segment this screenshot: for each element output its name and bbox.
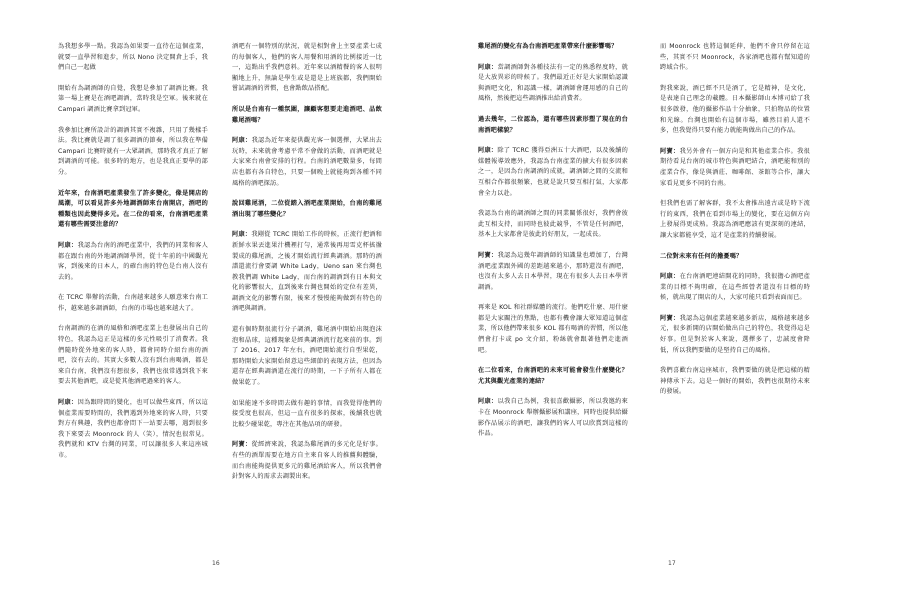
- answer-paragraph: [232, 440, 382, 482]
- answer-text: 以我自己為例，我很喜歡攝影，所以我邀約來卡在 Moonrock 舉辦攝影展和講座，同時也提供給攝影作品展示的酒吧，讓我們的客人可以欣賞到這樣的作品。: [478, 398, 628, 438]
- answer-paragraph: [660, 314, 810, 356]
- body-paragraph: 而 Moonrock 也將這個延伸，他們不會只停留在這些，其實不只 Moonrock，各家酒吧也都有幫知道的跨域合作。: [660, 43, 810, 72]
- speaker-label: 阿寶：: [478, 251, 498, 259]
- answer-paragraph: [232, 136, 382, 189]
- body-paragraph: 在 TCRC 舉辦的活動，台南越來越多人願意來台南工作，越來越多調酒師，台南的市場也越來越大了。: [58, 294, 208, 312]
- speaker-label: 阿康：: [232, 137, 252, 145]
- answer-text: 在台南酒吧連結開花的同時，我很擔心酒吧產業的目標不夠明確，在這些經營者還沒有目標的時候，就出現了開店的人，大家可能只看到表面而已。: [660, 273, 810, 302]
- answer-paragraph: [478, 397, 628, 439]
- speaker-label: 阿康：: [232, 231, 252, 239]
- body-paragraph: 台南調酒的在酒的風格和酒吧產業上也發展出自己的特色，我認為這正是這樣的多元性吸引了消費者。我們隨時從外地來的客人時，都會同時介紹台南的酒吧，沒有去的。其實大多數人沒有到台南喝酒，都是來自台南，我們沒有想很多，我們也很常遇到我下來要去其他酒吧，或是從其他酒吧過來的客人。: [58, 325, 208, 386]
- body-paragraph: 對我來說，酒已經不只是酒了，它是精神，是文化，是表達自己理念的載體。日本攝影師山本博司給了我很多啟發，他的攝影作品十分抽象，只拍物品的位置和光線。台灣也開始有這個市場，雖然目前人還不多，但我覺得只要有能力就能夠做出自己的作品。: [660, 84, 810, 135]
- answer-paragraph: [232, 230, 382, 315]
- question-heading: 所以是台南有一種氛圍，讓顧客想要走進酒吧、品飲雞尾酒嗎？: [232, 105, 382, 124]
- answer-paragraph: [660, 272, 810, 304]
- speaker-label: 阿康：: [478, 63, 498, 71]
- answer-paragraph: [478, 146, 628, 199]
- answer-text: 我認為近年來提供觀光客一個選擇，大眾出去玩時，未來就會考慮平常不會做的活動，而酒吧就是大家來台南會安排的行程。台南的酒吧數量多，每間店也都有各自特色，只要一個晚上就能夠到各種不同風格的酒吧探訪。: [232, 137, 382, 187]
- body-paragraph: 如果能達不多時間去做有趣的事情，而我覺得他們的接受度也很高，但這一直有很多的探索，後續我也就比較少碰果乾，專注在其他品項的研發。: [232, 399, 382, 428]
- body-paragraph: 再來是 KOL 和社群媒體的流行。他們吃什麼、用什麼都是大家關注的焦點，也都有機會讓大眾知道這個產業，所以他們帶來很多 KOL 都有喝酒的習慣，所以他們會打卡或 po 文介紹，粉絲就會跟著他們走進酒吧。: [478, 304, 628, 354]
- answer-text: 我認為這幾年調酒師的知識量也增加了，台灣酒吧產業跟外國的差距越來越小，那時還沒有酒吧，也沒有太多人去日本學習，現在有很多人去日本學習調酒。: [478, 251, 628, 291]
- body-paragraph: 但我們也需了解客群，我不太會推出遠古或是時下流行的東西，我們在看到市場上的變化，要在這個方向上發展得更成熟。我認為酒吧應該有更深刻的連結，讓大家都能享受，這才是產業的持續發展。: [660, 200, 810, 239]
- left-page-column-2: [232, 42, 382, 493]
- question-heading: 過去幾年，二位認為，還有哪些因素形塑了現在的台南酒吧樣貌？: [478, 115, 628, 134]
- answer-paragraph: [58, 398, 208, 462]
- body-paragraph: 為我想多學一點。我認為如果要一直待在這個產業，就要一直學習和進步，所以 Nono 決定開倉上手，我們自己一起做: [58, 43, 208, 72]
- speaker-label: 阿康：: [660, 273, 680, 281]
- speaker-label: 阿康：: [478, 147, 498, 155]
- speaker-label: 阿康：: [58, 399, 78, 407]
- body-paragraph: 酒吧有一個特別的狀況，就是相對會上主要產業七成的每個客人，他們的客人用餐和用酒的比例接近一比一，這點出乎我們意料。近年來以酒精餐的客人很明顯地上升，無論是學生或是還是上班族都，我們開始嘗試調酒的習慣，也會點飲品搭配。: [232, 43, 382, 93]
- answer-paragraph: [478, 63, 628, 105]
- speaker-label: 阿寶：: [660, 147, 680, 155]
- page-number-right: 17: [668, 560, 676, 567]
- left-page-column-1: [58, 42, 208, 472]
- body-paragraph: 還有個時期很流行分子調酒，雞尾酒中開始出現泡沫泡和晶球，這種現象是經典調酒流行起來前的事。到了 2016、2017 年左右，酒吧開始流行自型果乾，那時開始大家開始留意這些細節的表現方法，但因為還存在經典調酒還在流行的時期，一下子所有人都在做果乾了。: [232, 326, 382, 387]
- answer-paragraph: [478, 251, 628, 293]
- answer-text: 從經濟來說，我認為雞尾酒的多元化是好事。有些的酒單需要在地方自主來自客人的推薦與體驗，而台南能夠提供更多元的雞尾酒給客人，所以我們會針對客人的需求去調製出來。: [232, 441, 382, 481]
- body-paragraph: 我認為台南的調酒師之間的同業關係很好，我們會彼此互相支持，而同時也彼此競爭，不管是任何酒吧，基本上大家都會是彼此的好朋友，一起成長。: [478, 210, 628, 239]
- question-heading: 近年來，台南酒吧產業發生了許多變化，像是開店的風潮，可以看見許多外地調酒師來台南開店，酒吧的種類也因此變得多元。在二位的看來，台南酒吧產業還有哪些需要注意的？: [58, 189, 208, 229]
- speaker-label: 阿康：: [478, 398, 498, 406]
- body-paragraph: 我們喜歡台南這座城市，我們要做的就是把這樣的精神傳承下去。這是一個好的開始，我們也很期待未來的發展。: [660, 367, 810, 396]
- right-page: [450, 0, 900, 608]
- speaker-label: 阿康：: [58, 241, 78, 249]
- answer-text: 除了 TCRC 獲得亞洲五十大酒吧，以及後續的媒體報導效應外，我認為台南產業的擴大有很多因素之一，是因為台南調酒的成就，調酒師之間的交流和互相合作都很頻繁，也就是說只要互相打氣，大家都會全力以赴。: [478, 147, 628, 197]
- question-heading: 在二位看來，台南酒吧的未來可能會發生什麼變化？尤其與觀光產業的連結？: [478, 367, 628, 385]
- question-heading: 說回雞尾酒，二位從踏入酒吧產業開始，台南的雞尾酒出現了哪些變化？: [232, 200, 382, 218]
- page-number-left: 16: [212, 560, 220, 567]
- speaker-label: 阿寶：: [232, 441, 252, 449]
- body-paragraph: 我參加比賽所設計的調酒其實不複雜，只用了幾樣手法。我比賽就是調了很多調酒的節奏，所以我在準備 Campari 比賽時就有一大眾調酒，那時我才真正了解到調酒的可能。很多時的地方，也是我真正要學的部分。: [58, 126, 208, 176]
- answer-paragraph: [660, 147, 810, 189]
- answer-text: 我另外會有一個方向是和其他產業合作。我很期待看見台南的城市特色與酒吧結合，酒吧能和別的產業合作，像是與酒莊、咖啡館、茶館等合作，讓大家看見更多不同的台南。: [660, 147, 810, 187]
- answer-text: 我剛從 TCRC 開始工作的時候，正流行把酒和新鮮水果丟進果汁機裡打勻，通常後再用雪克杯搖盪製成的雞尾酒，之後才開始流行經典調酒。那時的酒譜還流行會要調 White Lady，Ueno san 來台灣也教我們調 White Lady，而台南的調酒到有日本與文化的影響很大，直到後來台灣也開始的定位有差異，調酒文化的影響有限，後來才慢慢能夠做到有特色的酒吧與調酒。: [232, 231, 382, 313]
- answer-text: 我認為這個產業越來越多新店，風格越來越多元，很多新開的店開始做出自己的特色，我覺得這是好事。但是對於客人來說，選擇多了，忠誠度會降低，所以我們要做的是堅持自己的風格。: [660, 314, 810, 354]
- answer-text: 因為跟時間的變化，也可以做些東西，所以這個產業需要時間的，我們遇到外地來的客人時，只要對方有興趣，我們也都會問下一站要去哪，遇到很多我下來要去 Moonrock 的人（笑），情況也很常見。我們就和 KTV 台灣的同業，可以讓很多人來這座城市。: [58, 399, 208, 459]
- body-paragraph: 開始有為調酒師的自覺，我想是參加了調酒比賽。我第一場上賽是在酒吧調酒，當時我是空軍。後來就在 Campari 調酒比賽拿到冠軍。: [58, 84, 208, 113]
- right-page-column-2: [660, 42, 810, 408]
- question-heading: 雞尾酒的變化有為台南酒吧產業帶來什麼影響嗎？: [478, 43, 618, 50]
- right-page-column-1: [478, 42, 628, 450]
- answer-text: 當調酒師對各種技法有一定的熟悉程度時，就是大放異彩的時候了。我們最近正好是大家開始認識與酒吧文化，和認識一樣，調酒師會運用感的自己的風格，然後把這些調酒推出給消費者。: [478, 63, 628, 103]
- speaker-label: 阿寶：: [660, 314, 680, 322]
- answer-paragraph: [58, 241, 208, 283]
- answer-text: 我認為台南的酒吧產業中，我們的同業和客人都在跟台南的外地調酒師學習，從十年前的中國觀光客，到後來的日本人，的確台南的特色是台南人沒有去的。: [58, 241, 208, 281]
- question-heading: 二位對未來有任何的擔憂嗎？: [660, 252, 743, 260]
